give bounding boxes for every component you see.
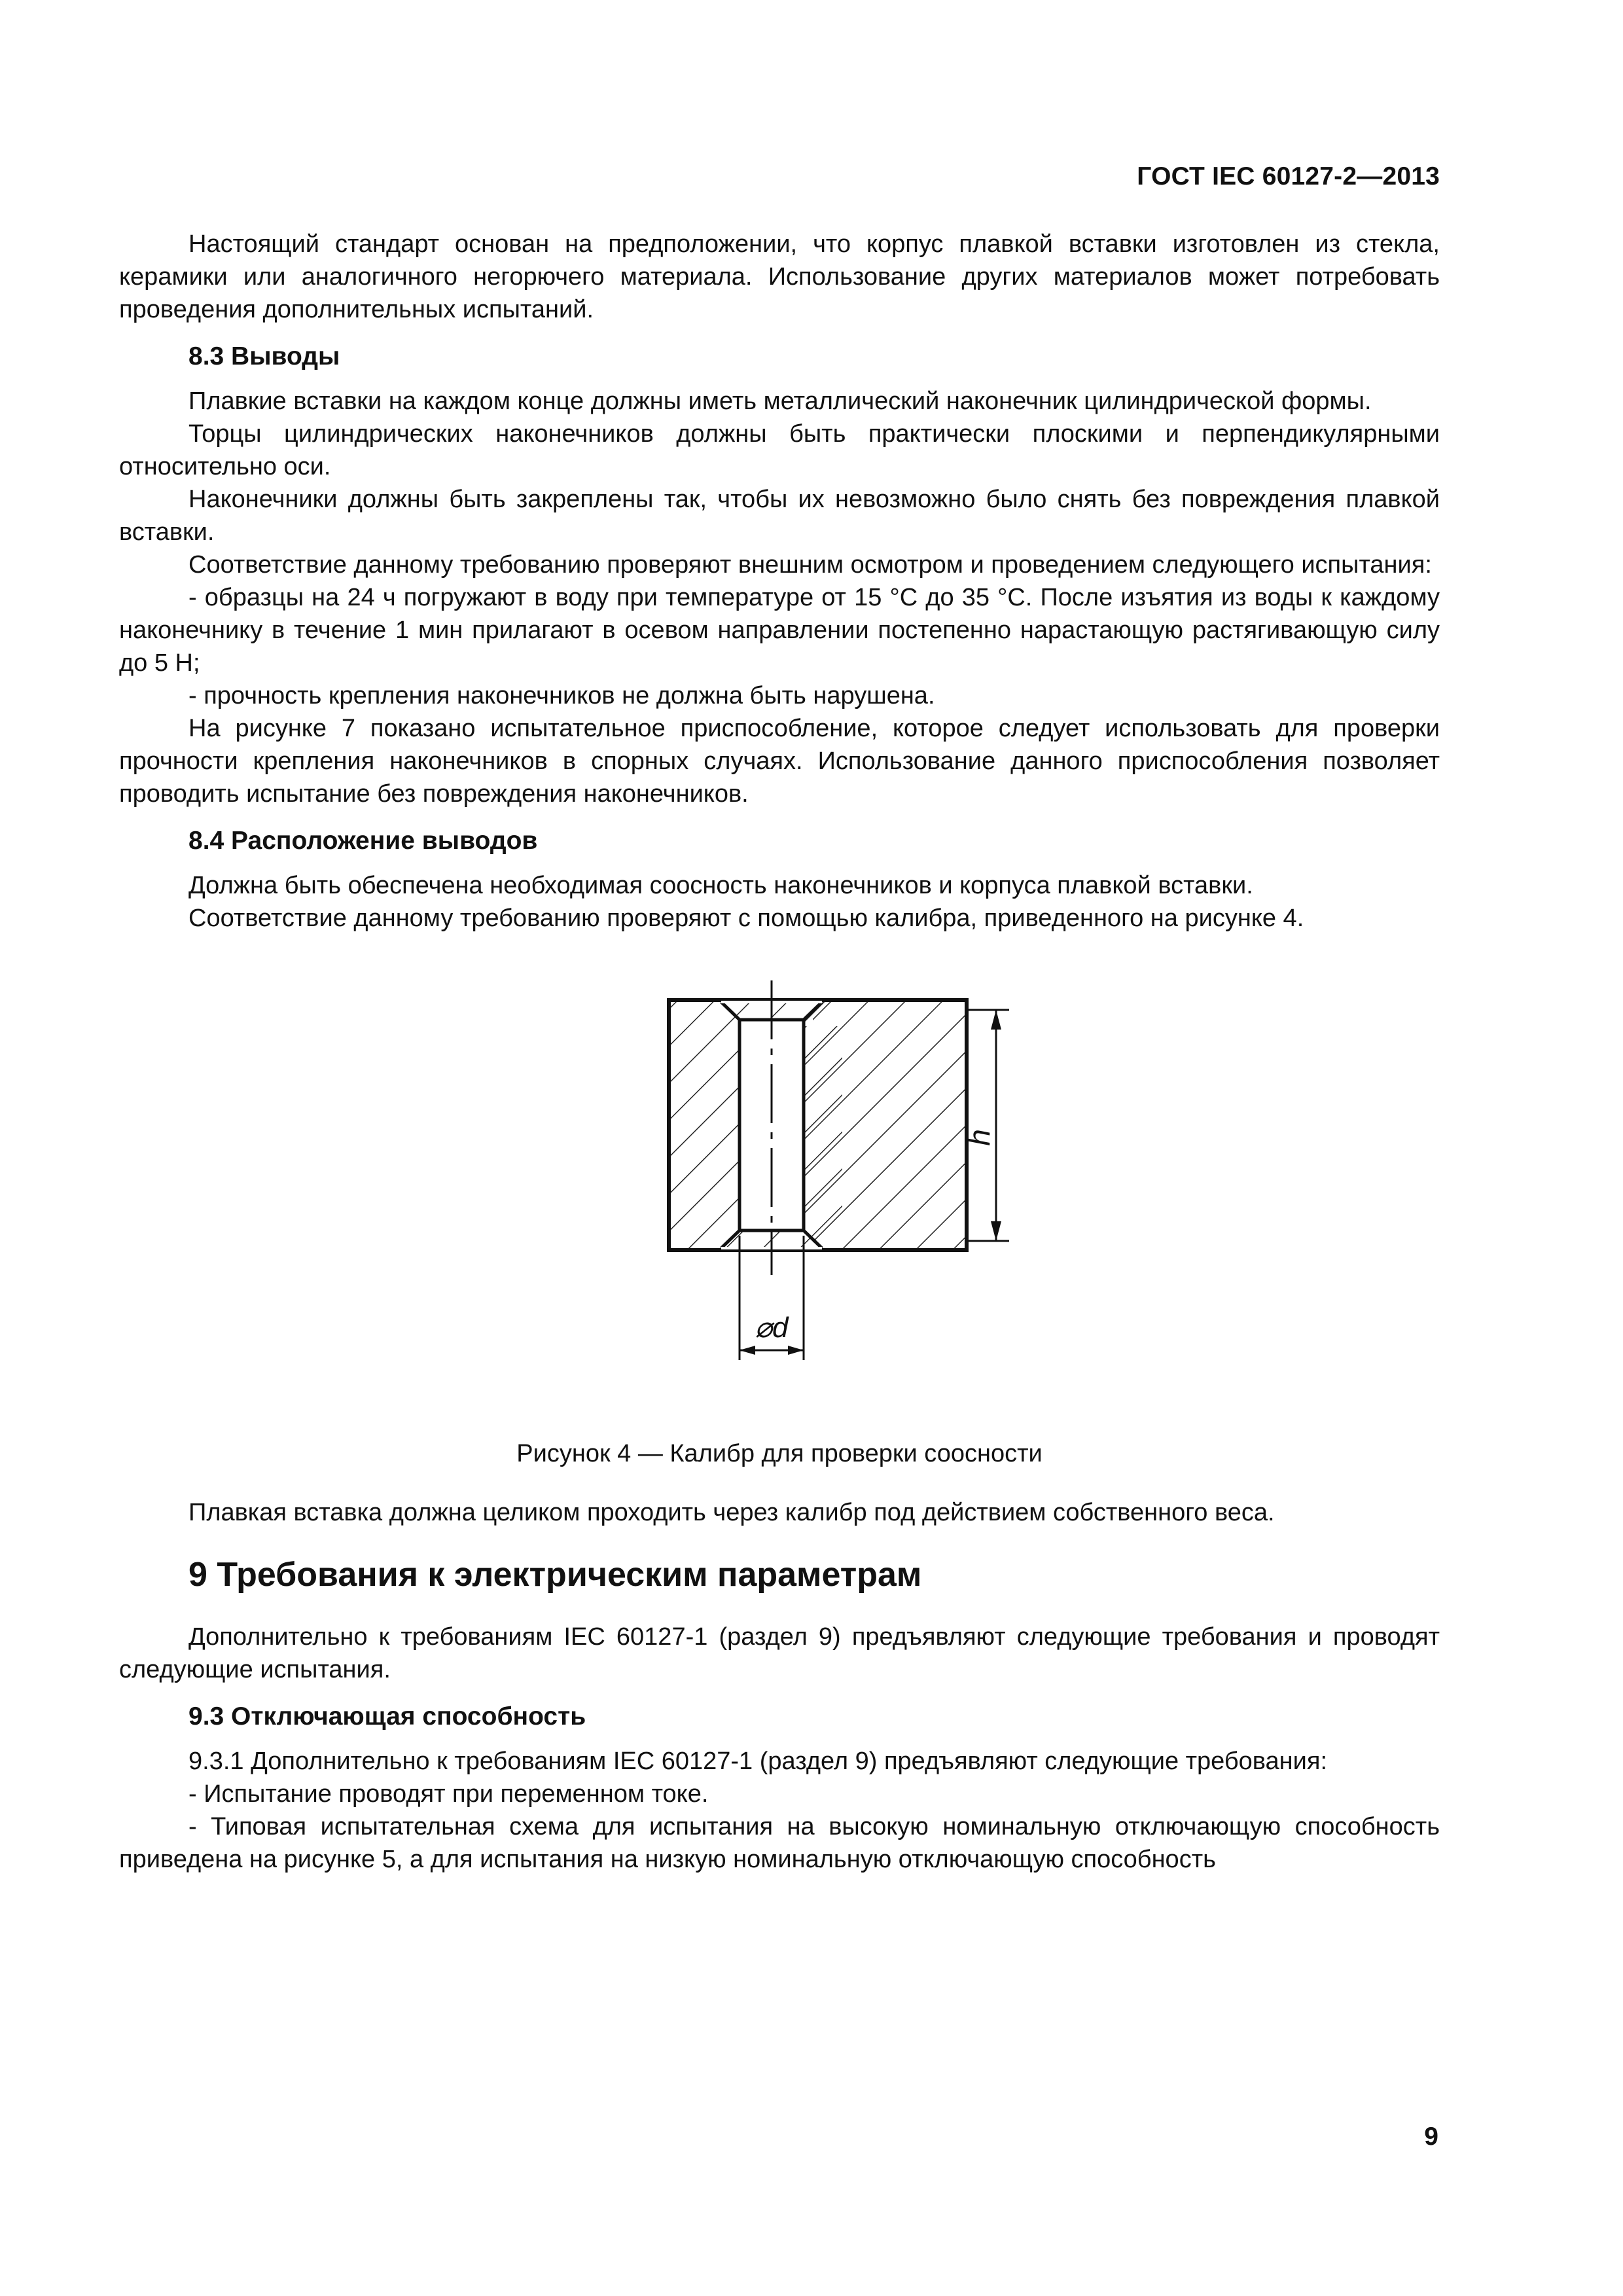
- paragraph: Соответствие данному требованию проверяют внешним осмотром и проведением следующего испытания:: [188, 551, 1432, 579]
- figure-caption: Рисунок 4 — Калибр для проверки соосности: [516, 1440, 1043, 1467]
- page-number: 9: [1424, 2123, 1438, 2151]
- paragraph: Дополнительно к требованиям IEC 60127-1 (раздел 9) предъявляют следующие требования и проводят следующие испытания.: [119, 1623, 1440, 1683]
- page-content: [119, 228, 1440, 1876]
- dimension-d-label: ⌀d: [755, 1312, 789, 1344]
- paragraph: Должна быть обеспечена необходимая соосность наконечников и корпуса плавкой вставки.: [188, 872, 1253, 899]
- gauge-drawing: [512, 980, 1009, 1412]
- list-item: - прочность крепления наконечников не должна быть нарушена.: [188, 682, 935, 709]
- section-heading-8-4: 8.4 Расположение выводов: [188, 827, 538, 855]
- list-item: - образцы на 24 ч погружают в воду при температуре от 15 °С до 35 °С. После изъятия из воды к каждому наконечнику в течение 1 мин прилагают в осевом направлении постепенно нарастающую растягивающую силу до 5 Н;: [119, 584, 1440, 677]
- figure-4-gauge-drawing: [119, 980, 1440, 1426]
- paragraph: Настоящий стандарт основан на предположении, что корпус плавкой вставки изготовлен из стекла, керамики или аналогичного негорючего материала. Использование других материалов может потребовать проведения дополнительных испытаний.: [119, 230, 1440, 323]
- paragraph: Наконечники должны быть закреплены так, чтобы их невозможно было снять без повреждения плавкой вставки.: [119, 486, 1440, 546]
- paragraph: Плавкие вставки на каждом конце должны иметь металлический наконечник цилиндрической формы.: [188, 387, 1372, 415]
- dimension-h-label: h: [962, 1129, 996, 1146]
- section-heading-8-3: 8.3 Выводы: [188, 342, 340, 370]
- list-item: - Типовая испытательная схема для испытания на высокую номинальную отключающую способность приведена на рисунке 5, а для испытания на низкую номинальную отключающую способность: [119, 1813, 1440, 1873]
- paragraph: Торцы цилиндрических наконечников должны быть практически плоскими и перпендикулярными относительно оси.: [119, 420, 1440, 480]
- paragraph: Плавкая вставка должна целиком проходить через калибр под действием собственного веса.: [188, 1499, 1275, 1526]
- gauge-block-right: [803, 1000, 967, 1250]
- paragraph: Соответствие данному требованию проверяют с помощью калибра, приведенного на рисунке 4.: [188, 905, 1304, 932]
- section-heading-9: 9 Требования к электрическим параметрам: [188, 1556, 922, 1594]
- document-header-code: ГОСТ IEC 60127-2—2013: [1137, 162, 1440, 190]
- paragraph: 9.3.1 Дополнительно к требованиям IEC 60127-1 (раздел 9) предъявляют следующие требования:: [188, 1748, 1328, 1775]
- paragraph: На рисунке 7 показано испытательное приспособление, которое следует использовать для проверки прочности крепления наконечников в спорных случаях. Использование данного приспособления позволяет проводить испытание без повреждения наконечников.: [119, 715, 1440, 808]
- section-heading-9-3: 9.3 Отключающая способность: [188, 1702, 586, 1731]
- list-item: - Испытание проводят при переменном токе.: [188, 1780, 709, 1808]
